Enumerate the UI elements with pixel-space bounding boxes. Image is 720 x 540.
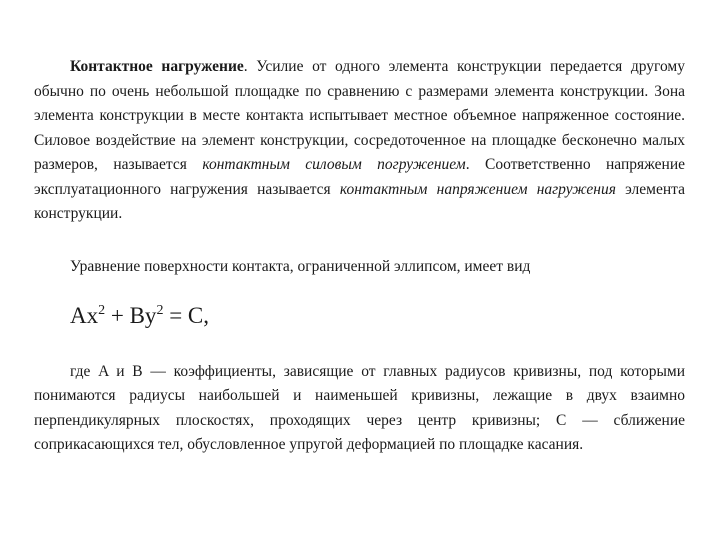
italic-term-contact-stress: контактным напряжением нагружения bbox=[339, 180, 616, 198]
formula-rhs: = C, bbox=[163, 303, 209, 328]
paragraph1-end: элемента конструкции. bbox=[34, 180, 685, 222]
paragraph-contact-loading bbox=[34, 55, 685, 227]
formula-b-exponent: 2 bbox=[156, 303, 164, 318]
term-contact-loading: Контактное нагружение bbox=[70, 58, 244, 75]
paragraph-coefficients: где A и B — коэффициенты, зависящие от главных радиусов кривизны, под которыми понимаются радиусы наибольшей и наименьшей кривизны, лежащие в двух взаимно перпендикулярных плоскостях, проходящих через центр кривизны; C — сближение соприкасающихся тел, обусловленное упругой деформацией по площадке касания. bbox=[34, 363, 685, 453]
formula-b-term: + By bbox=[105, 303, 157, 328]
paragraph1-text: . Усилие от одного элемента конструкции передается другому обычно по очень небольшой площадке по сравнению с размерами элемента конструкции. Зона элемента конструкции в месте контакта испытывает местное объемное напряженное состояние. Силовое воздействие на элемент конструкции, сосредоточенное на площадке бесконечно малых размеров, называется bbox=[34, 58, 685, 173]
italic-term-contact-force: контактным силовым погружением bbox=[202, 156, 466, 173]
formula-a-term: Ax bbox=[70, 303, 99, 328]
ellipse-equation bbox=[70, 303, 209, 329]
paragraph-equation-intro: Уравнение поверхности контакта, ограниченной эллипсом, имеет вид bbox=[70, 258, 531, 275]
formula-a-exponent: 2 bbox=[98, 303, 106, 318]
paragraph1-middle: . Соответственно напряжение эксплуатационного нагружения называется bbox=[34, 156, 685, 198]
